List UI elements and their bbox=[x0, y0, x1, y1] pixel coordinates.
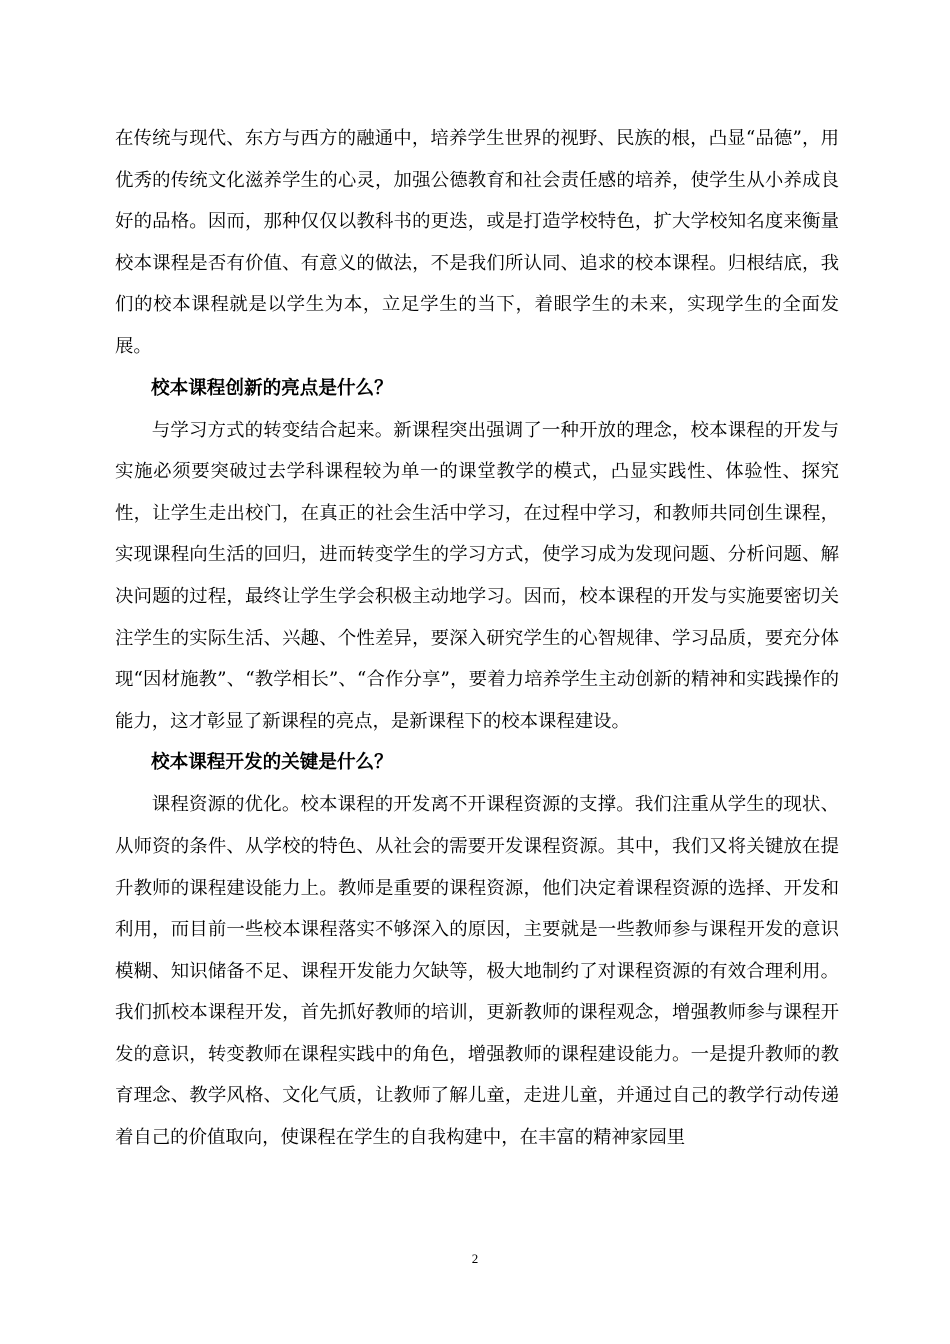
paragraph-intro-continuation: 在传统与现代、东方与西方的融通中，培养学生世界的视野、民族的根，凸显“品德”，用优秀的传统文化滋养学生的心灵，加强公德教育和社会责任感的培养，使学生从小养成良好的品格。因而，那种仅仅以教科书的更迭，或是打造学校特色，扩大学校知名度来衡量校本课程是否有价值、有意义的做法，不是我们所认同、追求的校本课程。归根结底，我们的校本课程就是以学生为本，立足学生的当下，着眼学生的未来，实现学生的全面发展。 bbox=[115, 128, 839, 357]
document-body bbox=[115, 118, 839, 1159]
section-heading-development-key: 校本课程开发的关键是什么？ bbox=[151, 752, 393, 774]
page-number: 2 bbox=[471, 1251, 479, 1266]
paragraph-development-key: 课程资源的优化。校本课程的开发离不开课程资源的支撑。我们注重从学生的现状、从师资的条件、从学校的特色、从社会的需要开发课程资源。其中，我们又将关键放在提升教师的课程建设能力上。教师是重要的课程资源，他们决定着课程资源的选择、开发和利用，而目前一些校本课程落实不够深入的原因，主要就是一些教师参与课程开发的意识模糊、知识储备不足、课程开发能力欠缺等，极大地制约了对课程资源的有效合理利用。我们抓校本课程开发，首先抓好教师的培训，更新教师的课程观念，增强教师参与课程开发的意识，转变教师在课程实践中的角色，增强教师的课程建设能力。一是提升教师的教育理念、教学风格、文化气质，让教师了解儿童，走进儿童，并通过自己的教学行动传递着自己的价值取向，使课程在学生的自我构建中，在丰富的精神家园里 bbox=[115, 794, 839, 1149]
paragraph-innovation-highlight: 与学习方式的转变结合起来。新课程突出强调了一种开放的理念，校本课程的开发与实施必须要突破过去学科课程较为单一的课堂教学的模式，凸显实践性、体验性、探究性，让学生走出校门，在真正的社会生活中学习，在过程中学习，和教师共同创生课程，实现课程向生活的回归，进而转变学生的学习方式，使学习成为发现问题、分析问题、解决问题的过程，最终让学生学会积极主动地学习。因而，校本课程的开发与实施要密切关注学生的实际生活、兴趣、个性差异，要深入研究学生的心智规律、学习品质，要充分体现“因材施教”、“教学相长”、“合作分享”，要着力培养学生主动创新的精神和实践操作的能力，这才彰显了新课程的亮点，是新课程下的校本课程建设。 bbox=[115, 419, 839, 732]
section-heading-innovation-highlight: 校本课程创新的亮点是什么？ bbox=[151, 377, 393, 399]
